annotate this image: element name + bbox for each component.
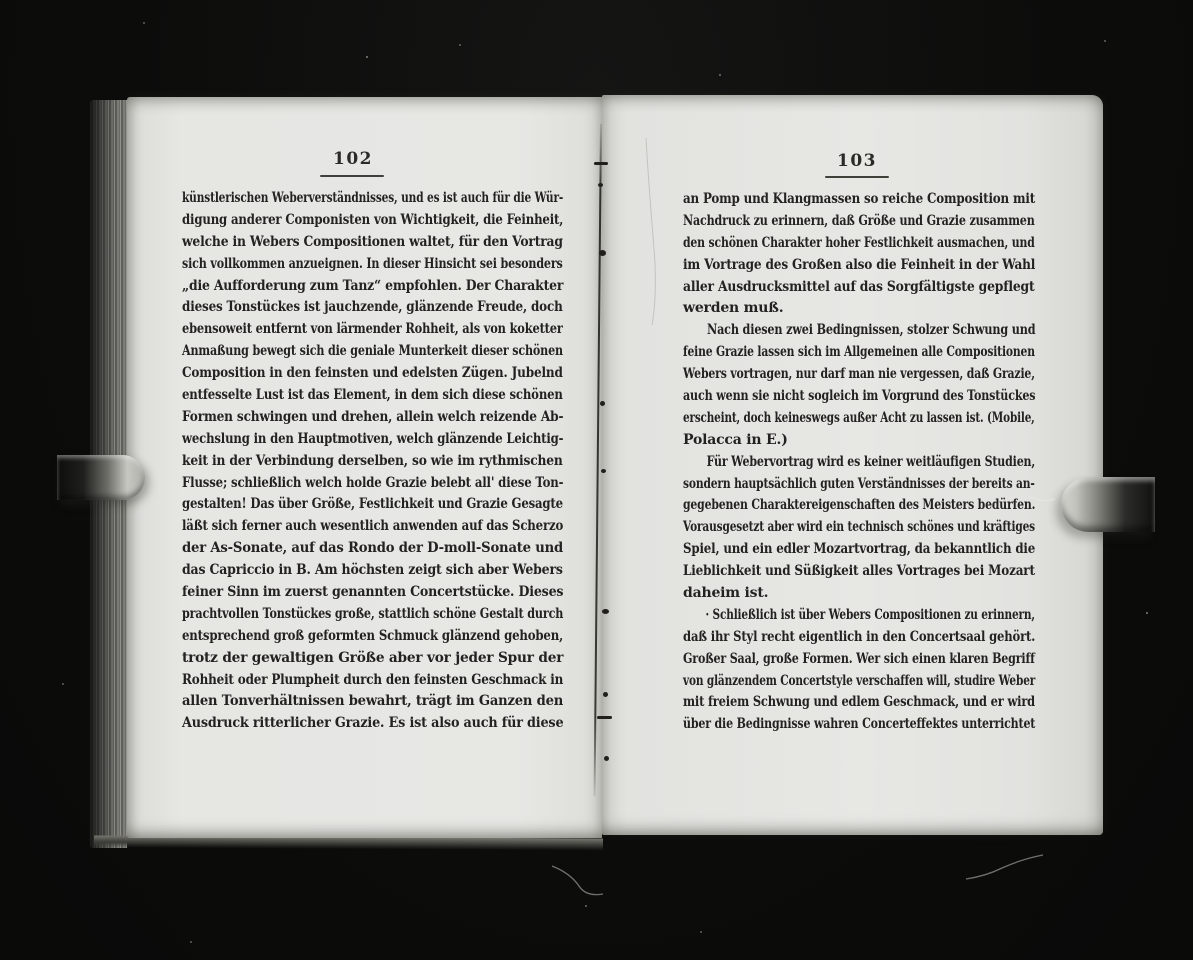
text-line: welche in Webers Compositionen waltet, für den Vortrag xyxy=(182,233,563,250)
text-line: sondern hauptsächlich guten Verständnisses der bereits an- xyxy=(683,475,1035,492)
text-line: gestalten! Das über Größe, Festlichkeit und Grazie Gesagte xyxy=(182,496,563,513)
text-line: an Pomp und Klangmassen so reiche Composition mit xyxy=(683,191,1036,207)
stitch-mark xyxy=(601,469,606,473)
left-page xyxy=(127,97,602,838)
text-line: „die Aufforderung zum Tanz“ empfohlen. Der Charakter xyxy=(182,277,564,294)
holder-clip-right xyxy=(1061,477,1155,532)
text-line: Formen schwingen und drehen, allein welch reizende Ab- xyxy=(182,408,564,425)
page-number-right: 103 xyxy=(837,151,877,171)
right-page xyxy=(602,95,1103,835)
text-line: Anmaßung bewegt sich die geniale Munterkeit dieser schönen xyxy=(182,343,563,360)
stitch-mark xyxy=(594,162,608,165)
holder-clip-left xyxy=(57,455,145,500)
text-line: dieses Tonstückes ist jauchzende, glänzende Freude, doch xyxy=(182,299,563,316)
text-line: Nachdruck zu erinnern, daß Größe und Grazie zusammen xyxy=(683,212,1035,229)
text-line: Flusse; schließlich welch holde Grazie belebt all' diese Ton- xyxy=(182,474,564,491)
text-line: mit freiem Schwung und edlem Geschmack, und er wird xyxy=(683,694,1036,711)
stitch-mark xyxy=(604,756,609,761)
text-line: sich vollkommen anzueignen. In dieser Hinsicht sei besonders xyxy=(182,255,563,272)
text-line: feine Grazie lassen sich im Allgemeinen alle Compositionen xyxy=(683,344,1035,361)
text-line: Lieblichkeit und Süßigkeit alles Vortrages bei Mozart xyxy=(683,563,1035,580)
stitch-mark xyxy=(600,401,605,406)
text-line: über die Bedingnisse wahren Concerteffektes unterrichtet xyxy=(683,716,1036,733)
text-line: keit in der Verbindung derselben, so wie im rythmischen xyxy=(182,452,563,469)
text-line: Großer Saal, große Formen. Wer sich einen klaren Begriff xyxy=(683,650,1035,667)
page-number-rule-left xyxy=(320,175,384,177)
text-line: aller Ausdrucksmittel auf das Sorgfältigste gepflegt xyxy=(683,278,1035,295)
text-line: gegebenen Charaktereigenschaften des Meisters bedürfen. xyxy=(683,497,1036,514)
stitch-mark xyxy=(599,250,606,256)
text-line: erscheint, doch keineswegs außer Acht zu lassen ist. (Mobile, xyxy=(683,409,1035,426)
text-line: Für Webervortrag wird es keiner weitläufigen Studien, xyxy=(706,453,1036,470)
stitch-mark xyxy=(598,183,603,187)
text-line: von glänzendem Concertstyle verschaffen will, studire Weber xyxy=(683,672,1036,689)
text-line: Composition in den feinsten und edelsten Zügen. Jubelnd xyxy=(182,365,563,382)
text-line: daheim ist. xyxy=(683,585,769,602)
text-line: Spiel, und ein edler Mozartvortrag, da bekanntlich die xyxy=(683,541,1036,558)
text-line: auch wenn sie nicht sogleich im Vorgrund des Tonstückes xyxy=(683,388,1036,405)
text-line: ebensoweit entfernt von lärmender Rohheit, als von koketter xyxy=(182,321,563,338)
text-line: Rohheit oder Plumpheit durch den feinsten Geschmack in xyxy=(182,671,564,688)
text-line: im Vortrage des Großen also die Feinheit in der Wahl xyxy=(683,256,1036,273)
text-line: entsprechend groß geformten Schmuck glänzend gehoben, xyxy=(182,627,563,644)
text-line: feiner Sinn im zuerst genannten Concertstücke. Dieses xyxy=(182,584,564,601)
text-line: werden muß. xyxy=(683,300,784,317)
left-text-block xyxy=(182,188,563,735)
text-line: entfesselte Lust ist das Element, in dem sich diese schönen xyxy=(182,387,563,404)
text-line: der As-Sonate, auf das Rondo der D-moll-Sonate und xyxy=(182,540,564,557)
hair-thread xyxy=(552,866,603,895)
text-line: · Schließlich ist über Webers Compositionen zu erinnern, xyxy=(705,606,1035,623)
page-number-left: 102 xyxy=(333,149,373,169)
hair-thread xyxy=(966,855,1043,879)
text-line: trotz der gewaltigen Größe aber vor jeder Spur der xyxy=(182,649,564,666)
right-text-block xyxy=(683,189,1035,736)
stitch-mark xyxy=(603,692,608,697)
text-line: Vorausgesetzt aber wird ein technisch schönes und kräftiges xyxy=(683,519,1035,536)
text-line: wechslung in den Hauptmotiven, welch glänzende Leichtig- xyxy=(182,430,564,447)
text-line: künstlerischen Weberverständnisses, und es ist auch für die Wür- xyxy=(182,190,564,206)
text-line: den schönen Charakter hoher Festlichkeit ausmachen, und xyxy=(683,234,1035,251)
page-number-rule-right xyxy=(825,176,889,178)
text-line: Polacca in E.) xyxy=(683,431,788,448)
text-line: das Capriccio in B. Am höchsten zeigt sich aber Webers xyxy=(182,562,563,579)
text-line: Nach diesen zwei Bedingnissen, stolzer Schwung und xyxy=(707,322,1036,339)
text-line: läßt sich ferner auch wesentlich anwenden auf das Scherzo xyxy=(182,518,564,535)
dust-specks xyxy=(0,0,2,2)
text-line: Ausdruck ritterlicher Grazie. Es ist also auch für diese xyxy=(182,715,564,732)
stitch-mark xyxy=(597,716,612,719)
stitch-mark xyxy=(602,609,609,614)
text-line: Webers vortragen, nur darf man nie vergessen, daß Grazie, xyxy=(683,366,1035,383)
text-line: prachtvollen Tonstückes große, stattlich schöne Gestalt durch xyxy=(182,605,564,622)
text-line: daß ihr Styl recht eigentlich in den Concertsaal gehört. xyxy=(683,628,1036,645)
text-line: allen Tonverhältnissen bewahrt, trägt im Ganzen den xyxy=(182,693,564,710)
text-line: digung anderer Componisten von Wichtigkeit, die Feinheit, xyxy=(182,211,564,228)
